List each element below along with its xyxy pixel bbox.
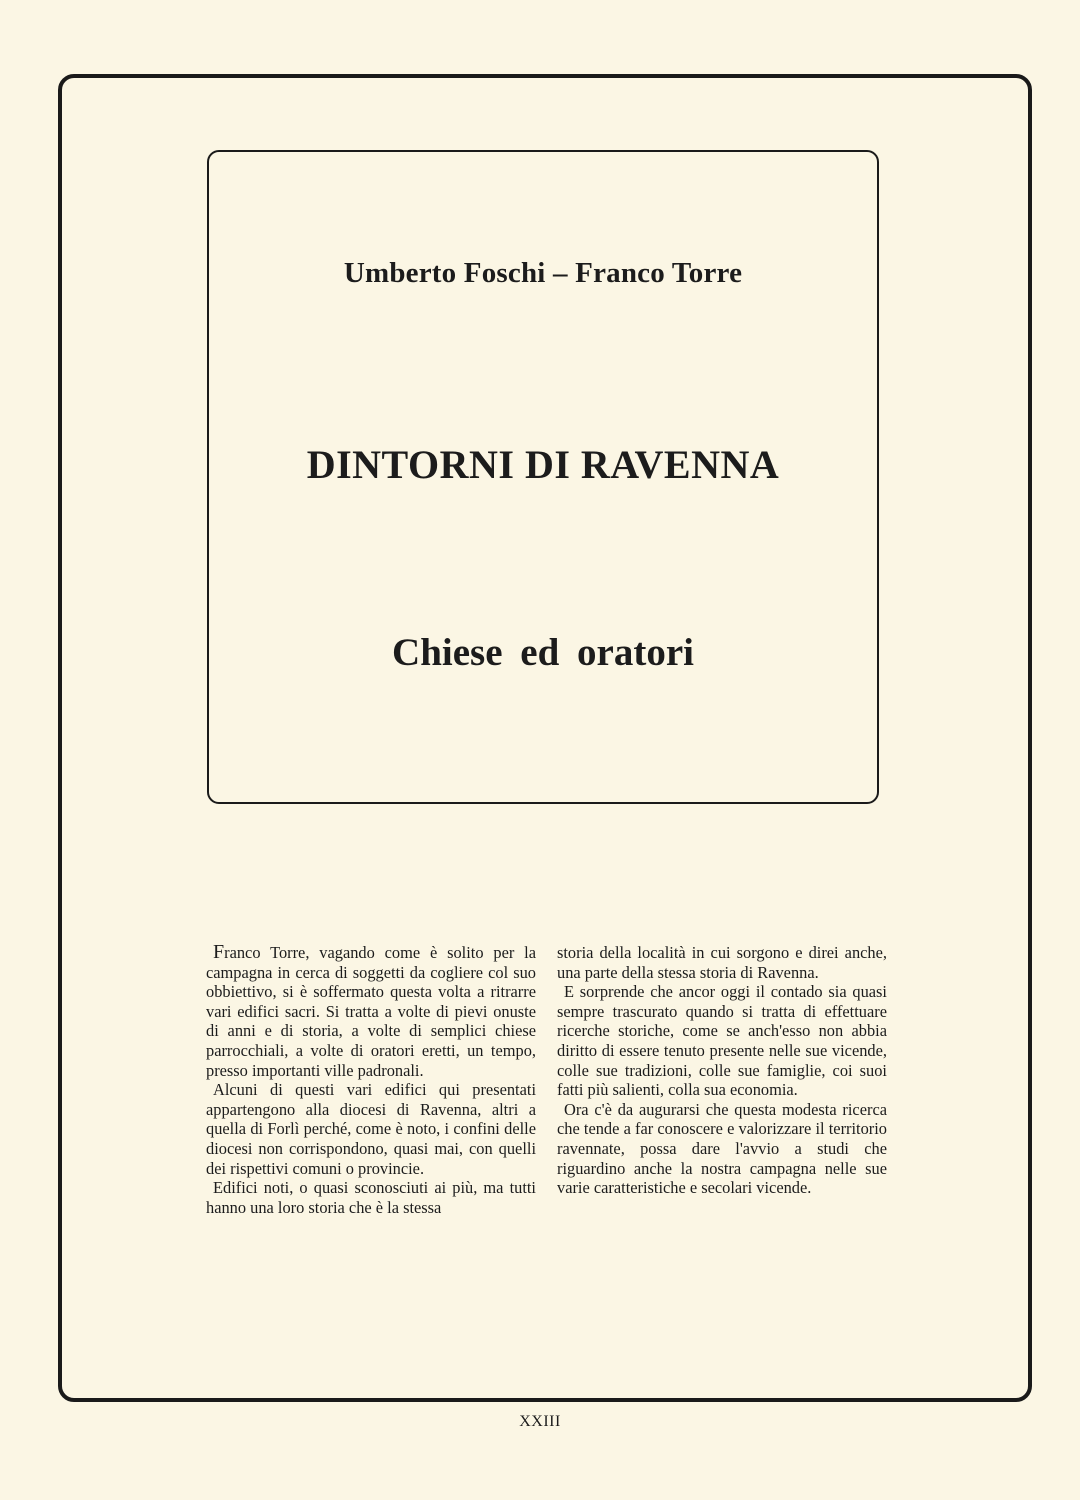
paragraph: storia della località in cui sorgono e direi anche, una parte della stessa storia di Ravenna. <box>557 943 887 982</box>
book-subtitle: Chiese ed oratori <box>392 631 694 674</box>
authors: Umberto Foschi – Franco Torre <box>343 257 743 289</box>
paragraph: Franco Torre, vagando come è solito per la campagna in cerca di soggetti da cogliere col suo obbiettivo, si è soffermato questa volta a ritrarre vari edifici sacri. Si tratta a volte di pievi onuste di anni e di storia, a volte di semplici chiese parrocchiali, a volte di oratori eretti, un tempo, presso importanti ville padronali. <box>206 941 536 1080</box>
paragraph: Edifici noti, o quasi sconosciuti ai più, ma tutti hanno una loro storia che è la stessa <box>206 1178 536 1217</box>
book-title: DINTORNI DI RAVENNA <box>306 442 780 487</box>
paragraph: E sorprende che ancor oggi il contado sia quasi sempre trascurato quando si tratta di effettuare ricerche storiche, come se anch'esso non abbia diritto di essere tenuto presente nelle sue vicende, colle sue tradizioni, colle sue famiglie, coi suoi fatti più salienti, colla sua economia. <box>557 982 887 1100</box>
paragraph: Alcuni di questi vari edifici qui presentati appartengono alla diocesi di Ravenna, altri a quella di Forlì perché, come è noto, i confini delle diocesi non corrispondono, quasi mai, con quelli dei rispettivi comuni o provincie. <box>206 1080 536 1178</box>
text-column-left <box>206 943 536 1217</box>
page-number: XXIII <box>519 1413 561 1430</box>
title-box <box>207 150 879 804</box>
paragraph: Ora c'è da augurarsi che questa modesta ricerca che tende a far conoscere e valorizzare il territorio ravennate, possa dare l'avvio a studi che riguardino anche la nostra campagna nelle sue varie caratteristiche e secolari vicende. <box>557 1099 887 1198</box>
text-column-right <box>557 943 887 1198</box>
